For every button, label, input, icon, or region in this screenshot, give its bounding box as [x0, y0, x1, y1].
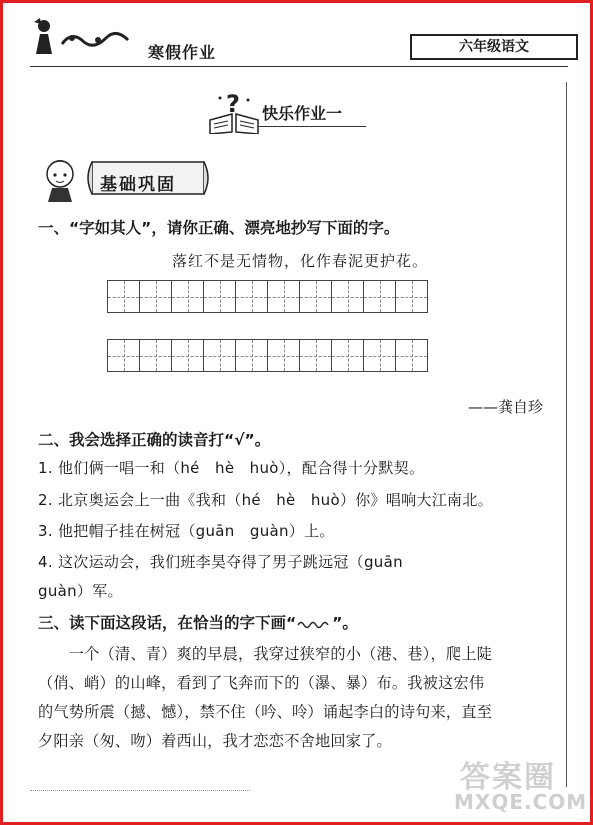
margin-rule: [566, 82, 567, 787]
header-divider: [30, 66, 568, 67]
q2-item-3: 3. 他把帽子挂在树冠（guān guàn）上。: [38, 522, 335, 540]
lesson-title: 快乐作业一: [262, 104, 343, 123]
brand-logo-icon: [32, 16, 142, 56]
grid-cell[interactable]: [107, 339, 140, 372]
grid-cell[interactable]: [395, 280, 428, 313]
q2-item-4: 4. 这次运动会，我们班李昊夺得了男子跳远冠（guān: [38, 553, 403, 571]
header: [30, 14, 580, 62]
poem-author: ——龚自珍: [468, 398, 544, 416]
lesson-title-underline: [258, 126, 366, 127]
book-question-icon: [206, 90, 262, 134]
brand-title: 寒假作业: [148, 43, 217, 62]
grid-cell[interactable]: [363, 339, 396, 372]
grid-cell[interactable]: [171, 339, 204, 372]
grid-cell[interactable]: [395, 339, 428, 372]
watermark-url: MXQE.COM: [454, 790, 588, 814]
grid-cell[interactable]: [203, 339, 236, 372]
watermark-text: 答案圈: [460, 760, 556, 795]
grid-cell[interactable]: [331, 339, 364, 372]
passage-line: 夕阳亲（匆、吻）着西山，我才恋恋不舍地回家了。: [38, 732, 392, 750]
grid-cell[interactable]: [331, 280, 364, 313]
writing-grid-row-1: [107, 280, 427, 313]
passage-line: 一个（清、青）爽的早晨，我穿过狭窄的小（港、巷），爬上陡: [38, 645, 493, 663]
q1-prompt: 一、“字如其人”，请你正确、漂亮地抄写下面的字。: [38, 219, 400, 237]
q3-passage: [38, 640, 558, 756]
q3-prompt-start: 三、读下面这段话，在恰当的字下画“: [38, 614, 297, 632]
subject-label: 六年级语文: [410, 34, 578, 60]
grid-cell[interactable]: [299, 339, 332, 372]
grid-cell[interactable]: [203, 280, 236, 313]
q2-item-2: 2. 北京奥运会上一曲《我和（hé hè huò）你》唱响大江南北。: [38, 491, 493, 509]
writing-grid-row-2: [107, 339, 427, 372]
grid-cell[interactable]: [139, 280, 172, 313]
footer-divider: [30, 790, 250, 791]
q3-prompt-end: ”。: [332, 614, 358, 632]
passage-line: 的气势所震（撼、憾），禁不住（吟、呤）诵起李白的诗句来，直至: [38, 703, 493, 721]
section-label: 基础巩固: [100, 175, 176, 195]
grid-cell[interactable]: [363, 280, 396, 313]
grid-cell[interactable]: [171, 280, 204, 313]
grid-cell[interactable]: [235, 339, 268, 372]
q2-item-1: 1. 他们俩一唱一和（hé hè huò），配合得十分默契。: [38, 459, 425, 477]
grid-cell[interactable]: [107, 280, 140, 313]
grid-cell[interactable]: [267, 280, 300, 313]
wavy-underline-icon: [296, 619, 332, 629]
q2-item-4-cont: guàn）军。: [38, 582, 123, 600]
grid-cell[interactable]: [139, 339, 172, 372]
poem-text: 落红不是无情物，化作春泥更护花。: [172, 252, 429, 270]
grid-cell[interactable]: [299, 280, 332, 313]
q2-prompt: 二、我会选择正确的读音打“√”。: [38, 431, 271, 449]
passage-line: （俏、峭）的山峰，看到了飞奔而下的（瀑、暴）布。我被这宏伟: [38, 674, 485, 692]
q3-prompt: [38, 611, 358, 633]
svg-text:?: ?: [226, 90, 240, 118]
grid-cell[interactable]: [235, 280, 268, 313]
watermark: [452, 752, 590, 816]
grid-cell[interactable]: [267, 339, 300, 372]
